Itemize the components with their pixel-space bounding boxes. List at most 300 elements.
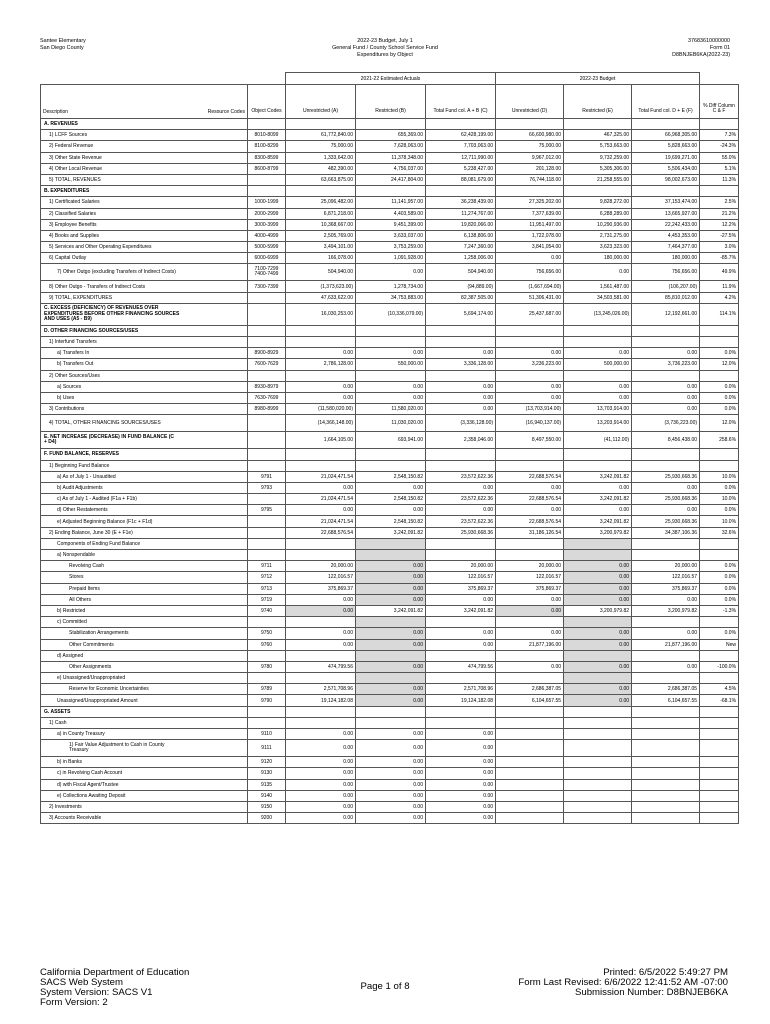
- col-d-cell: 27,325,202.00: [496, 197, 564, 208]
- col-c-cell: 0.00: [426, 639, 496, 650]
- object-code: 8010-8099: [248, 130, 286, 141]
- col-e-cell: 0.00: [564, 695, 632, 706]
- percent-diff-cell: 12.0%: [700, 415, 739, 432]
- col-f-cell: [632, 325, 700, 336]
- col-d-cell: (13,703,914.00): [496, 404, 564, 415]
- col-f-cell: 19,699,271.00: [632, 152, 700, 163]
- col-c-cell: 0.00: [426, 381, 496, 392]
- col-a-cell: 0.00: [286, 779, 356, 790]
- table-row: [41, 650, 739, 661]
- table-row: [41, 370, 739, 381]
- col-d-cell: 75,000.00: [496, 141, 564, 152]
- col-b-cell: 0.00: [356, 381, 426, 392]
- object-code: 6000-6999: [248, 253, 286, 264]
- col-f-cell: [632, 779, 700, 790]
- col-a-cell: (11,580,020.00): [286, 404, 356, 415]
- col-e-cell: [564, 449, 632, 460]
- object-code: 9200: [248, 813, 286, 824]
- col-e-cell: [564, 768, 632, 779]
- col-d-cell: [496, 779, 564, 790]
- col-e-cell: 13,703,914.00: [564, 404, 632, 415]
- col-d-cell: 76,744,118.00: [496, 174, 564, 185]
- table-row: [41, 583, 739, 594]
- col-f-cell: 13,665,927.00: [632, 208, 700, 219]
- percent-diff-cell: [700, 717, 739, 728]
- percent-diff-cell: -68.1%: [700, 695, 739, 706]
- col-f-cell: [632, 538, 700, 549]
- col-b-cell: [356, 706, 426, 717]
- col-d-cell: 0.00: [496, 505, 564, 516]
- percent-diff-cell: -85.7%: [700, 253, 739, 264]
- row-description: 4) Books and Supplies: [41, 230, 248, 241]
- col-e-cell: [564, 186, 632, 197]
- col-e-cell: [564, 370, 632, 381]
- col-f-cell: 0.00: [632, 482, 700, 493]
- col-d-cell: 1,722,078.00: [496, 230, 564, 241]
- col-a-cell: 0.00: [286, 801, 356, 812]
- object-code: [248, 186, 286, 197]
- col-e-cell: 3,200,979.82: [564, 605, 632, 616]
- row-description: 8) Other Outgo - Transfers of Indirect Costs: [41, 281, 248, 292]
- percent-diff-cell: 10.0%: [700, 494, 739, 505]
- col-b-cell: 0.00: [356, 561, 426, 572]
- col-b-cell: 655,369.00: [356, 130, 426, 141]
- percent-diff-cell: [700, 538, 739, 549]
- col-a-cell: [286, 186, 356, 197]
- col-f-cell: 3,200,979.82: [632, 605, 700, 616]
- col-c-cell: 474,799.56: [426, 661, 496, 672]
- percent-diff-cell: [700, 779, 739, 790]
- row-description: 3) Employee Benefits: [41, 219, 248, 230]
- object-code: 5000-5999: [248, 242, 286, 253]
- col-e-cell: [564, 538, 632, 549]
- percent-diff-cell: [700, 460, 739, 471]
- col-b-cell: 0.00: [356, 392, 426, 403]
- col-d-cell: (1,667,694.00): [496, 281, 564, 292]
- col-e-cell: [564, 801, 632, 812]
- col-b-cell: 0.00: [356, 729, 426, 740]
- table-row: [41, 572, 739, 583]
- col-f-cell: 4,453,353.00: [632, 230, 700, 241]
- col-f-cell: 12,192,661.00: [632, 303, 700, 325]
- percent-diff-cell: [700, 729, 739, 740]
- col-f-cell: 98,002,673.00: [632, 174, 700, 185]
- object-code: [248, 303, 286, 325]
- table-row: [41, 292, 739, 303]
- percent-diff-cell: [700, 801, 739, 812]
- col-a-cell: [286, 449, 356, 460]
- row-description: 9) TOTAL, EXPENDITURES: [41, 292, 248, 303]
- object-code: 9719: [248, 594, 286, 605]
- col-f-cell: [632, 717, 700, 728]
- col-header-c: Total Fund col. A + B (C): [426, 85, 496, 119]
- col-header-percent-diff: % Diff Column C & F: [700, 85, 739, 119]
- col-d-cell: 0.00: [496, 482, 564, 493]
- section-row: [41, 706, 739, 717]
- col-e-cell: 0.00: [564, 661, 632, 672]
- col-c-cell: 0.00: [426, 628, 496, 639]
- col-d-cell: 51,306,431.00: [496, 292, 564, 303]
- percent-diff-cell: 11.3%: [700, 174, 739, 185]
- col-a-cell: 25,096,482.00: [286, 197, 356, 208]
- column-header-row: [41, 85, 739, 119]
- header-center: [260, 38, 510, 59]
- col-a-cell: 0.00: [286, 594, 356, 605]
- percent-diff-cell: 0.0%: [700, 594, 739, 605]
- percent-diff-cell: -1.3%: [700, 605, 739, 616]
- row-description: 1) Cash: [41, 717, 248, 728]
- col-c-cell: 82,387,505.00: [426, 292, 496, 303]
- col-a-cell: 75,000.00: [286, 141, 356, 152]
- col-a-cell: 21,024,471.54: [286, 494, 356, 505]
- row-description: c) in Revolving Cash Account: [41, 768, 248, 779]
- col-e-cell: 0.00: [564, 572, 632, 583]
- col-f-cell: 25,930,668.36: [632, 471, 700, 482]
- row-description: 2) Other Sources/Uses: [41, 370, 248, 381]
- object-code: 4000-4999: [248, 230, 286, 241]
- col-a-cell: 474,799.56: [286, 661, 356, 672]
- col-e-cell: 180,000.00: [564, 253, 632, 264]
- col-c-cell: 12,711,990.00: [426, 152, 496, 163]
- col-header-e: Restricted (E): [564, 85, 632, 119]
- col-d-cell: 0.00: [496, 392, 564, 403]
- percent-diff-cell: [700, 813, 739, 824]
- object-code: [248, 337, 286, 348]
- row-description: B. EXPENDITURES: [41, 186, 248, 197]
- col-a-cell: 2,786,128.00: [286, 359, 356, 370]
- row-description: a) As of July 1 - Unaudited: [41, 471, 248, 482]
- col-d-cell: 7,377,639.00: [496, 208, 564, 219]
- percent-diff-cell: -100.0%: [700, 661, 739, 672]
- row-description: Other Assignments: [41, 661, 248, 672]
- col-f-cell: 3,736,223.00: [632, 359, 700, 370]
- object-code: 2000-2999: [248, 208, 286, 219]
- col-e-cell: 0.00: [564, 348, 632, 359]
- percent-diff-cell: 258.6%: [700, 432, 739, 449]
- table-row: [41, 538, 739, 549]
- col-d-cell: 20,000.00: [496, 561, 564, 572]
- row-description: 5) TOTAL, REVENUES: [41, 174, 248, 185]
- col-e-cell: 13,203,914.00: [564, 415, 632, 432]
- county-name: San Diego County: [40, 45, 84, 51]
- page-number: Page 1 of 8: [360, 981, 410, 992]
- col-c-cell: [426, 617, 496, 628]
- object-code: [248, 292, 286, 303]
- col-c-cell: 2,571,708.96: [426, 684, 496, 695]
- footer-right: [518, 968, 728, 998]
- col-f-cell: [632, 768, 700, 779]
- table-body: [41, 119, 739, 824]
- col-b-cell: 3,753,259.00: [356, 242, 426, 253]
- row-description: e) Collections Awaiting Deposit: [41, 790, 248, 801]
- col-d-cell: 22,688,576.54: [496, 471, 564, 482]
- col-a-cell: 63,663,875.00: [286, 174, 356, 185]
- col-b-cell: 4,403,589.00: [356, 208, 426, 219]
- percent-diff-cell: [700, 325, 739, 336]
- col-a-cell: 0.00: [286, 348, 356, 359]
- col-f-cell: 0.00: [632, 404, 700, 415]
- col-e-cell: 10,290,936.00: [564, 219, 632, 230]
- col-d-cell: [496, 801, 564, 812]
- col-b-cell: 3,633,037.00: [356, 230, 426, 241]
- col-e-cell: 467,325.00: [564, 130, 632, 141]
- table-row: [41, 516, 739, 527]
- col-b-cell: 0.00: [356, 813, 426, 824]
- table-row: [41, 337, 739, 348]
- col-e-cell: 9,828,272.00: [564, 197, 632, 208]
- footer-system: SACS Web System: [40, 977, 123, 988]
- col-b-cell: (10,336,079.00): [356, 303, 426, 325]
- col-b-cell: [356, 186, 426, 197]
- row-description: c) As of July 1 - Audited (F1a + F1b): [41, 494, 248, 505]
- row-description: 7) Other Outgo (excluding Transfers of Indirect Costs): [41, 264, 248, 281]
- col-a-cell: 1,664,105.00: [286, 432, 356, 449]
- col-d-cell: 375,869.37: [496, 583, 564, 594]
- col-c-cell: 0.00: [426, 392, 496, 403]
- col-b-cell: 2,548,150.82: [356, 516, 426, 527]
- col-d-cell: 756,656.00: [496, 264, 564, 281]
- col-c-cell: 23,572,622.36: [426, 516, 496, 527]
- percent-diff-cell: 5.1%: [700, 163, 739, 174]
- col-c-cell: 0.00: [426, 757, 496, 768]
- object-code: 9120: [248, 757, 286, 768]
- col-e-cell: 3,623,323.00: [564, 242, 632, 253]
- submission-code: D8BNJEB6KA(2022-23): [672, 52, 730, 58]
- col-f-cell: 180,000.00: [632, 253, 700, 264]
- col-b-cell: 0.00: [356, 628, 426, 639]
- col-a-cell: 2,571,708.96: [286, 684, 356, 695]
- col-f-cell: 8,456,438.00: [632, 432, 700, 449]
- col-d-cell: [496, 673, 564, 684]
- col-f-cell: (106,207.00): [632, 281, 700, 292]
- col-f-cell: 0.00: [632, 661, 700, 672]
- col-c-cell: 0.00: [426, 729, 496, 740]
- col-b-cell: [356, 449, 426, 460]
- object-code: 7100-7299 7400-7499: [248, 264, 286, 281]
- col-d-cell: [496, 729, 564, 740]
- col-c-cell: 23,572,622.36: [426, 494, 496, 505]
- col-f-cell: 375,869.37: [632, 583, 700, 594]
- object-code: 8900-8929: [248, 348, 286, 359]
- col-e-cell: [564, 673, 632, 684]
- percent-diff-cell: [700, 337, 739, 348]
- table-row: [41, 392, 739, 403]
- col-e-cell: 3,242,091.82: [564, 494, 632, 505]
- col-b-cell: 0.00: [356, 684, 426, 695]
- col-c-cell: 6,138,806.00: [426, 230, 496, 241]
- col-f-cell: 85,810,012.00: [632, 292, 700, 303]
- row-description: 3) Accounts Receivable: [41, 813, 248, 824]
- object-code: 9140: [248, 790, 286, 801]
- row-description: b) Uses: [41, 392, 248, 403]
- row-description: d) with Fiscal Agent/Trustee: [41, 779, 248, 790]
- col-c-cell: [426, 449, 496, 460]
- col-e-cell: [564, 460, 632, 471]
- object-code: 9793: [248, 482, 286, 493]
- col-a-cell: 0.00: [286, 740, 356, 757]
- col-a-cell: [286, 706, 356, 717]
- budget-table: [40, 72, 739, 824]
- section-row: [41, 432, 739, 449]
- col-c-cell: 122,016.57: [426, 572, 496, 583]
- col-f-cell: [632, 550, 700, 561]
- col-e-cell: 21,258,555.00: [564, 174, 632, 185]
- col-c-cell: (94,889.00): [426, 281, 496, 292]
- col-d-cell: [496, 740, 564, 757]
- district-name: Santee Elementary: [40, 38, 86, 44]
- col-e-cell: 0.00: [564, 583, 632, 594]
- percent-diff-cell: [700, 370, 739, 381]
- blank-corner-right: [700, 73, 739, 85]
- col-f-cell: [632, 673, 700, 684]
- col-b-cell: 693,941.00: [356, 432, 426, 449]
- object-code: 7630-7699: [248, 392, 286, 403]
- col-f-cell: 66,968,305.00: [632, 130, 700, 141]
- section-row: [41, 303, 739, 325]
- col-header-description: Description: [41, 85, 193, 119]
- col-c-cell: 19,124,182.08: [426, 695, 496, 706]
- percent-diff-cell: [700, 757, 739, 768]
- col-a-cell: [286, 617, 356, 628]
- col-d-cell: [496, 538, 564, 549]
- object-code: 9110: [248, 729, 286, 740]
- row-description: e) Adjusted Beginning Balance (F1c + F1d): [41, 516, 248, 527]
- col-f-cell: 20,000.00: [632, 561, 700, 572]
- row-description: F. FUND BALANCE, RESERVES: [41, 449, 248, 460]
- row-description: 2) Ending Balance, June 30 (E + F1e): [41, 527, 248, 538]
- col-f-cell: 0.00: [632, 628, 700, 639]
- col-c-cell: [426, 673, 496, 684]
- col-a-cell: 0.00: [286, 768, 356, 779]
- col-header-object-codes: Object Codes: [248, 85, 286, 119]
- col-e-cell: [564, 617, 632, 628]
- col-b-cell: [356, 617, 426, 628]
- col-b-cell: 11,378,348.00: [356, 152, 426, 163]
- col-a-cell: 504,940.00: [286, 264, 356, 281]
- col-a-cell: 19,124,182.08: [286, 695, 356, 706]
- table-row: [41, 639, 739, 650]
- col-b-cell: 0.00: [356, 801, 426, 812]
- col-d-cell: 0.00: [496, 594, 564, 605]
- object-code: 8100-8299: [248, 141, 286, 152]
- object-code: 9713: [248, 583, 286, 594]
- col-d-cell: 2,686,387.05: [496, 684, 564, 695]
- col-a-cell: 21,024,471.54: [286, 516, 356, 527]
- col-a-cell: [286, 550, 356, 561]
- col-b-cell: [356, 550, 426, 561]
- table-row: [41, 208, 739, 219]
- percent-diff-cell: [700, 768, 739, 779]
- col-header-a: Unrestricted (A): [286, 85, 356, 119]
- col-c-cell: 5,238,427.00: [426, 163, 496, 174]
- object-code: [248, 119, 286, 130]
- col-b-cell: 0.00: [356, 594, 426, 605]
- col-f-cell: 2,686,387.05: [632, 684, 700, 695]
- col-e-cell: [564, 757, 632, 768]
- object-code: [248, 650, 286, 661]
- col-f-cell: [632, 729, 700, 740]
- col-f-cell: 0.00: [632, 392, 700, 403]
- table-row: [41, 768, 739, 779]
- percent-diff-cell: 0.0%: [700, 482, 739, 493]
- col-f-cell: 25,930,668.36: [632, 494, 700, 505]
- column-group-header: [41, 73, 739, 85]
- col-e-cell: 2,731,275.00: [564, 230, 632, 241]
- col-c-cell: 504,940.00: [426, 264, 496, 281]
- col-b-cell: 11,580,020.00: [356, 404, 426, 415]
- table-row: [41, 230, 739, 241]
- table-row: [41, 729, 739, 740]
- col-f-cell: [632, 706, 700, 717]
- col-d-cell: [496, 650, 564, 661]
- col-f-cell: [632, 460, 700, 471]
- table-row: [41, 415, 739, 432]
- col-a-cell: 3,494,101.00: [286, 242, 356, 253]
- table-row: [41, 550, 739, 561]
- col-d-cell: [496, 370, 564, 381]
- table-row: [41, 348, 739, 359]
- col-b-cell: 0.00: [356, 572, 426, 583]
- form-last-revised: Form Last Revised: 6/6/2022 12:41:52 AM -07:00: [518, 977, 728, 988]
- row-description: Stabilization Arrangements: [41, 628, 248, 639]
- col-b-cell: [356, 717, 426, 728]
- col-f-cell: 5,506,434.00: [632, 163, 700, 174]
- table-row: [41, 661, 739, 672]
- row-description: b) Audit Adjustments: [41, 482, 248, 493]
- col-e-cell: 3,242,091.82: [564, 471, 632, 482]
- col-f-cell: [632, 813, 700, 824]
- table-row: [41, 359, 739, 370]
- group-header-budget: 2022-23 Budget: [496, 73, 700, 85]
- object-code: 8980-8999: [248, 404, 286, 415]
- col-c-cell: 0.00: [426, 790, 496, 801]
- col-f-cell: [632, 650, 700, 661]
- col-c-cell: 0.00: [426, 594, 496, 605]
- col-c-cell: 0.00: [426, 813, 496, 824]
- col-a-cell: 16,030,253.00: [286, 303, 356, 325]
- col-c-cell: 19,820,066.00: [426, 219, 496, 230]
- row-description: a) in County Treasury: [41, 729, 248, 740]
- col-b-cell: 0.00: [356, 505, 426, 516]
- col-c-cell: 20,000.00: [426, 561, 496, 572]
- table-row: [41, 494, 739, 505]
- col-b-cell: [356, 325, 426, 336]
- col-e-cell: 0.00: [564, 684, 632, 695]
- col-a-cell: [286, 119, 356, 130]
- col-f-cell: [632, 790, 700, 801]
- table-row: [41, 695, 739, 706]
- col-b-cell: 0.00: [356, 639, 426, 650]
- col-c-cell: [426, 550, 496, 561]
- col-b-cell: 7,628,063.00: [356, 141, 426, 152]
- col-c-cell: [426, 538, 496, 549]
- section-row: [41, 325, 739, 336]
- percent-diff-cell: [700, 119, 739, 130]
- object-code: [248, 460, 286, 471]
- col-c-cell: (3,336,128.00): [426, 415, 496, 432]
- row-description: D. OTHER FINANCING SOURCES/USES: [41, 325, 248, 336]
- row-description: d) Assigned: [41, 650, 248, 661]
- col-e-cell: [564, 779, 632, 790]
- col-f-cell: [632, 801, 700, 812]
- object-code: 9711: [248, 561, 286, 572]
- table-row: [41, 253, 739, 264]
- col-d-cell: 122,016.57: [496, 572, 564, 583]
- object-code: 9795: [248, 505, 286, 516]
- row-description: All Others: [41, 594, 248, 605]
- col-e-cell: [564, 550, 632, 561]
- col-a-cell: 0.00: [286, 639, 356, 650]
